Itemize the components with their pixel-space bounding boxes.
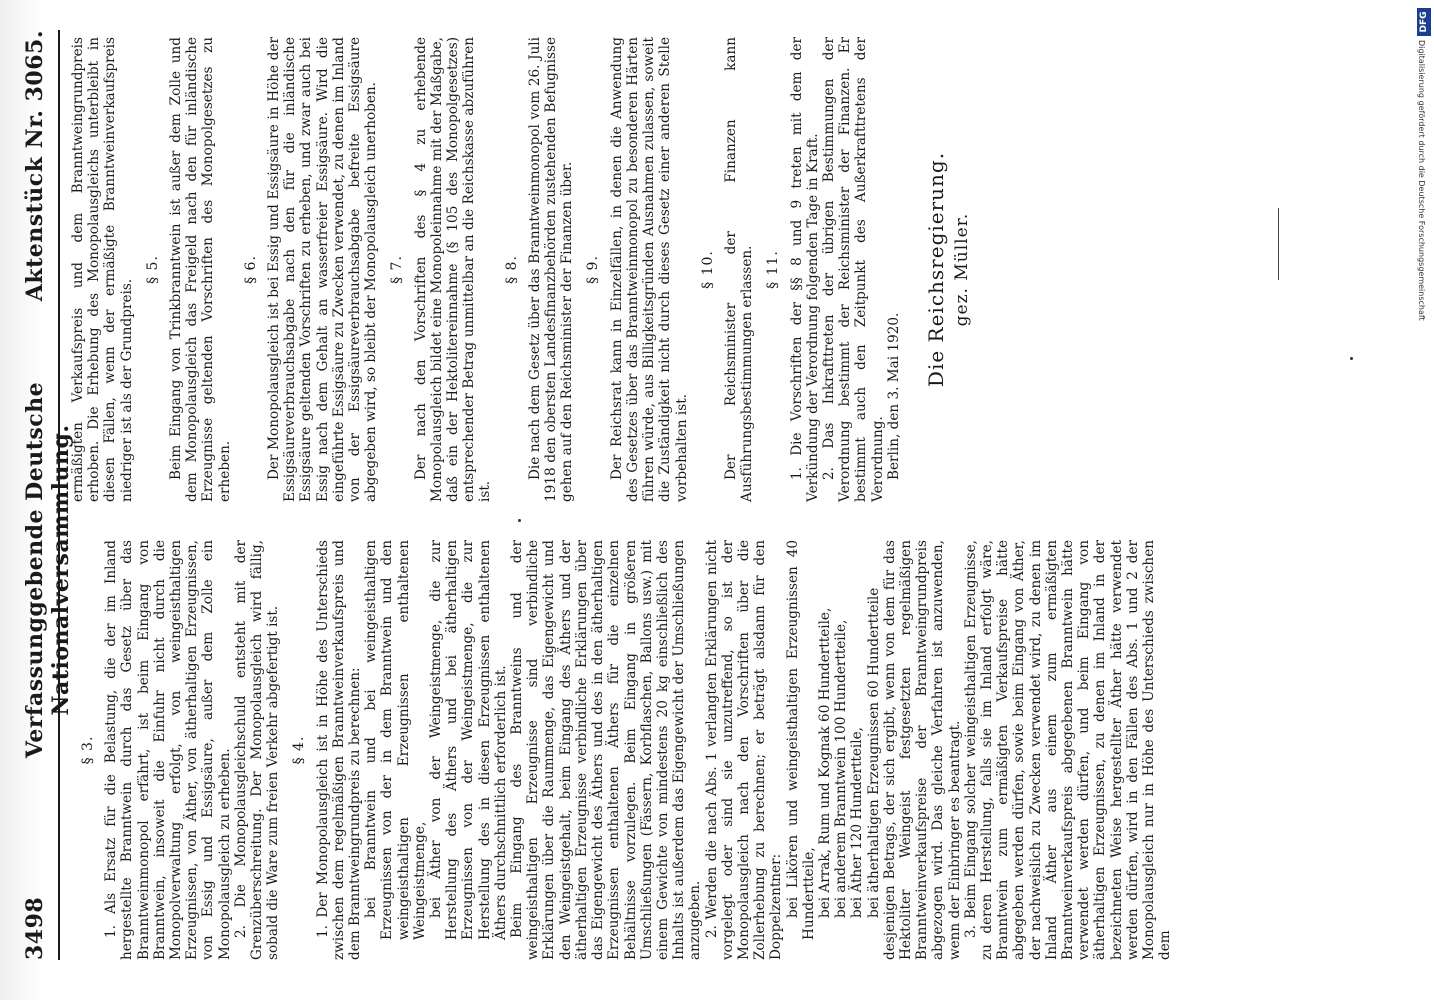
right-column (70, 37, 973, 502)
paragraph: Beim Eingang des Branntweins und der weingeisthaltigen Erzeugnisse sind verbindliche Erklärungen über die Raummenge, das Eigengewicht und den Weingeistgehalt, beim Eingang des Äthers und der ätherhaltigen Erzeugnisse verbindliche Erklärungen über das Eigengewicht des Äthers und des in den ätherhaltigen Erzeugnissen enthaltenen Äthers für die einzelnen Behältnisse vorzulegen. Beim Eingang in größeren Umschließungen (Fässern, Korbflaschen, Ballons usw.) mit einem Gewichte von mindestens 20 kg einschließlich des Inhalts ist außerdem das Eigengewicht der Umschließungen anzugeben. (509, 540, 704, 960)
page-title: Verfassunggebende Deutsche Nationalversammlung. (22, 381, 74, 759)
section-heading: § 10. (699, 250, 716, 289)
list-item: bei Äther von der Weingeistmenge, die zur Herstellung des Äthers und bei ätherhaltigen Erzeugnissen von der Weingeistmenge, die zur Herstellung des in diesen Erzeugnissen enthaltenen Äthers durchschnittlich erforderlich ist. (428, 540, 509, 940)
signature-rule (1278, 208, 1279, 280)
section-heading: § 7. (389, 255, 406, 284)
paragraph: Beim Eingang von Trinkbranntwein ist außer dem Zolle und dem Monopolausgleich das Freigeld nach den für inländische Erzeugnisse geltenden Vorschriften des Monopolgesetzes zu erheben. (168, 37, 233, 502)
paragraph: 2. Das Inkrafttreten der übrigen Bestimmungen der Verordnung bestimmt der Reichsminister der Finanzen. Er bestimmt auch den Zeitpunkt des Außerkrafttretens der Verordnung. (820, 37, 886, 502)
section-heading: § 9. (585, 255, 602, 284)
scan-speck (1350, 357, 1353, 360)
scan-speck (518, 519, 521, 522)
paragraph: 3. Beim Eingang solcher weingeisthaltigen Erzeugnisse, zu deren Herstellung, falls sie im Inland erfolgt wäre, Branntwein zum ermäßigten Verkaufspreise hätte abgegeben werden dürfen, sowie beim Eingang von Äther, der nachweislich zu Zwecken verwendet wird, zu denen im Inland Äther aus einem zum ermäßigten Branntweinverkaufspreis abgegebenen Branntwein hätte verwendet werden dürfen, und beim Eingang von ätherhaltigen Erzeugnissen, zu denen im Inland in der bezeichneten Weise hergestellter Äther hätte verwendet werden dürfen, wird in den Fällen des Abs. 1 und 2 der Monopolausgleich nur in Höhe des Unterschieds zwischen dem (962, 540, 1174, 960)
paragraph: Der nach den Vorschriften des § 4 zu erhebende Monopolausgleich bildet eine Monopoleinnahme mit der Maßgabe, daß ein der Hektolitereinnahme (§ 105 des Monopolgesetzes) entsprechender Betrag unmittelbar an die Reichskasse abzuführen ist. (412, 37, 494, 502)
paragraph: 1. Als Ersatz für die Belastung, die der im Inland hergestellte Branntwein durch das Gesetz über das Branntweinmonopol erfährt, ist beim Eingang von Branntwein, insoweit die Einfuhr nicht durch die Monopolverwaltung erfolgt, von weingeisthaltigen Erzeugnissen, von Äther, von ätherhaltigen Erzeugnissen, von Essig und Essigsäure, außer dem Zolle ein Monopolausgleich zu erheben. (103, 540, 233, 960)
digitization-note: Digitalisierung gefördert durch die Deutsche Forschungsgemeinschaft (1417, 40, 1426, 321)
date-line: Berlin, den 3. Mai 1920. (885, 312, 902, 480)
rate-item: bei Likören und weingeisthaltigen Erzeugnissen 40 Hundertteile, (784, 540, 817, 940)
section-heading: § 5. (144, 255, 161, 284)
paragraph: Die nach dem Gesetz über das Branntweinmonopol vom 26. Juli 1918 den obersten Landesfinanzbehörden zustehenden Befugnisse gehen auf den Reichsminister der Finanzen über. (526, 37, 576, 502)
section-heading: § 4. (291, 735, 308, 765)
paragraph: Der Reichsminister der Finanzen kann Ausführungsbestimmungen erlassen. (722, 37, 756, 502)
left-column (70, 540, 1173, 960)
section-heading: § 8. (503, 255, 520, 284)
signatory-government: Die Reichsregierung. (923, 151, 948, 388)
list-item: bei Branntwein und bei weingeisthaltigen Erzeugnissen von der in dem Branntwein und den weingeisthaltigen Erzeugnissen enthaltenen Weingeistmenge, (363, 540, 428, 940)
rate-item: bei Äther 120 Hundertteile, (849, 727, 866, 918)
rate-item: bei Arrak, Rum und Kognak 60 Hundertteile, (816, 607, 833, 918)
rate-item: bei anderem Branntwein 100 Hundertteile, (833, 619, 850, 918)
paragraph: 2. Werden die nach Abs. 1 verlangten Erklärungen nicht vorgelegt oder sind sie unzutreffend, so ist der Monopolausgleich nach den Vorschriften über die Zollerhebung zu berechnen; er beträgt alsdann für den Doppelzentner: (703, 540, 785, 960)
paragraph: desjenigen Betrags, der sich ergibt, wenn von dem für das Hektoliter Weingeist festgesetzten regelmäßigen Branntweinverkaufspreise der Branntweingrundpreis abgezogen wird. Das gleiche Verfahren ist anzuwenden, wenn der Einbringer es beantragt. (881, 540, 963, 960)
paragraph: ermäßigten Verkaufspreis und dem Branntweingrundpreis erhoben. Die Erhebung des Monopolausgleichs unterbleibt in diesen Fällen, wenn der ermäßigte Branntweinverkaufspreis niedriger ist als der Grundpreis. (70, 37, 135, 502)
signatory-name: gez. Müller. (952, 212, 973, 327)
page-number: 3498 (22, 896, 48, 960)
paragraph: 1. Die Vorschriften der §§ 8 und 9 treten mit dem der Verkündung der Verordnung folgenden Tage in Kraft. (788, 37, 821, 502)
paragraph: Der Reichsrat kann in Einzelfällen, in denen die Anwendung des Gesetzes über das Branntweinmonopol zu besonderen Härten führen würde, aus Billigkeitsgründen Ausnahmen zulassen, soweit die Zuständigkeit nicht durch dieses Gesetz einer anderen Stelle vorbehalten ist. (608, 37, 690, 502)
paragraph: 2. Die Monopolausgleichschuld entsteht mit der Grenzüberschreitung. Der Monopolausgleich wird fällig, sobald die Ware zum freien Verkehr abgefertigt ist. (232, 540, 282, 960)
page-header (0, 30, 74, 960)
section-heading: § 11. (765, 250, 782, 289)
paragraph: 1. Der Monopolausgleich ist in Höhe des Unterschieds zwischen dem regelmäßigen Branntweinverkaufspreis und dem Branntweingrundpreis zu berechnen: (314, 540, 364, 960)
paragraph: Der Monopolausgleich ist bei Essig und Essigsäure in Höhe der Essigsäureverbrauchsabgabe nach den für die inländische Essigsäure geltenden Vorschriften zu erheben, und zwar auch bei Essig nach dem Gehalt an wasserfreier Essigsäure. Wird die eingeführte Essigsäure zu Zwecken verwendet, zu denen im Inland von der Essigsäureverbrauchsabgabe befreite Essigsäure abgegeben wird, so bleibt der Monopolausgleich unerhoben. (266, 37, 380, 502)
section-heading: § 6. (242, 255, 259, 284)
dfg-logo: DFG (1417, 8, 1431, 36)
rate-item: bei ätherhaltigen Erzeugnissen 60 Hundertteile (865, 587, 882, 918)
document-reference: Aktenstück Nr. 3065. (22, 30, 48, 302)
section-heading: § 3. (80, 735, 96, 765)
